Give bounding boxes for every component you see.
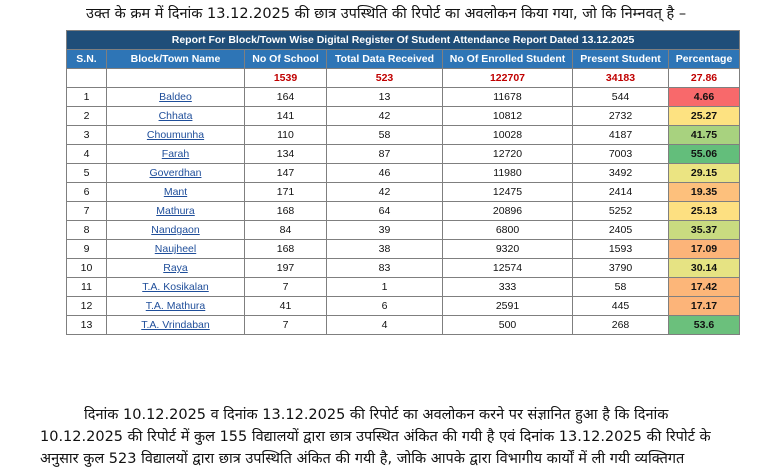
block-name-link[interactable]: Naujheel [154, 243, 197, 255]
total-present: 34183 [573, 69, 669, 88]
row-percentage: 19.35 [669, 183, 740, 202]
row-received: 64 [327, 202, 443, 221]
row-schools: 41 [245, 297, 327, 316]
block-name-link[interactable]: Baldeo [159, 91, 192, 103]
row-enrolled: 12574 [443, 259, 573, 278]
row-schools: 147 [245, 164, 327, 183]
block-name-cell [107, 126, 245, 145]
table-row [67, 240, 740, 259]
block-name-cell [107, 259, 245, 278]
row-sn: 13 [67, 316, 107, 335]
row-present: 1593 [573, 240, 669, 259]
header-enrolled-student: No Of Enrolled Student [443, 50, 573, 69]
row-percentage: 35.37 [669, 221, 740, 240]
row-present: 3790 [573, 259, 669, 278]
row-enrolled: 333 [443, 278, 573, 297]
row-received: 46 [327, 164, 443, 183]
row-enrolled: 2591 [443, 297, 573, 316]
total-name [107, 69, 245, 88]
row-schools: 171 [245, 183, 327, 202]
row-received: 4 [327, 316, 443, 335]
row-enrolled: 12720 [443, 145, 573, 164]
row-received: 6 [327, 297, 443, 316]
row-received: 1 [327, 278, 443, 297]
row-percentage: 4.66 [669, 88, 740, 107]
table-row [67, 107, 740, 126]
paragraph-line-3: अनुसार कुल 523 विद्यालयों द्वारा छात्र उपस्थिति अंकित की गयी है, जोकि आपके द्वारा विभागीय कार्यों में ली गयी व्यक्तिगत [40, 451, 685, 467]
row-received: 87 [327, 145, 443, 164]
row-sn: 8 [67, 221, 107, 240]
block-name-cell [107, 202, 245, 221]
table-title: Report For Block/Town Wise Digital Register Of Student Attendance Report Dated 13.12.2025 [67, 31, 740, 50]
block-name-link[interactable]: Farah [161, 148, 190, 160]
table-row [67, 297, 740, 316]
block-name-cell [107, 145, 245, 164]
row-sn: 3 [67, 126, 107, 145]
paragraph-line-2: 10.12.2025 की रिपोर्ट में कुल 155 विद्यालयों द्वारा छात्र उपस्थित अंकित की गयी है एवं दिनांक 13.12.2025 की रिपोर्ट के [40, 429, 711, 445]
table-row [67, 316, 740, 335]
row-sn: 6 [67, 183, 107, 202]
table-row [67, 88, 740, 107]
block-name-cell [107, 297, 245, 316]
intro-text: उक्त के क्रम में दिनांक 13.12.2025 की छात्र उपस्थिति की रिपोर्ट का अवलोकन किया गया, जो कि निम्नवत् है – [86, 6, 687, 22]
block-name-link[interactable]: Mant [163, 186, 188, 198]
row-sn: 2 [67, 107, 107, 126]
table-row [67, 164, 740, 183]
block-name-link[interactable]: Goverdhan [149, 167, 202, 179]
row-received: 13 [327, 88, 443, 107]
row-schools: 84 [245, 221, 327, 240]
table-row [67, 202, 740, 221]
row-present: 445 [573, 297, 669, 316]
block-name-link[interactable]: Mathura [156, 205, 195, 217]
row-present: 2405 [573, 221, 669, 240]
table-row [67, 126, 740, 145]
block-name-cell [107, 164, 245, 183]
row-enrolled: 10028 [443, 126, 573, 145]
block-name-link[interactable]: T.A. Kosikalan [142, 281, 209, 293]
row-enrolled: 500 [443, 316, 573, 335]
row-percentage: 17.17 [669, 297, 740, 316]
block-name-link[interactable]: Raya [163, 262, 188, 274]
row-present: 7003 [573, 145, 669, 164]
row-present: 58 [573, 278, 669, 297]
header-sn: S.N. [67, 50, 107, 69]
row-enrolled: 11980 [443, 164, 573, 183]
row-percentage: 53.6 [669, 316, 740, 335]
row-present: 2414 [573, 183, 669, 202]
row-percentage: 30.14 [669, 259, 740, 278]
table-row [67, 221, 740, 240]
totals-row [67, 69, 740, 88]
row-schools: 110 [245, 126, 327, 145]
block-name-link[interactable]: Nandgaon [151, 224, 200, 236]
table-row [67, 278, 740, 297]
header-present-student: Present Student [573, 50, 669, 69]
table-header-row [67, 50, 740, 69]
block-name-cell [107, 183, 245, 202]
row-schools: 197 [245, 259, 327, 278]
block-name-cell [107, 240, 245, 259]
row-percentage: 41.75 [669, 126, 740, 145]
row-schools: 164 [245, 88, 327, 107]
block-name-cell [107, 316, 245, 335]
row-sn: 4 [67, 145, 107, 164]
row-present: 5252 [573, 202, 669, 221]
row-schools: 168 [245, 202, 327, 221]
row-sn: 10 [67, 259, 107, 278]
header-no-of-school: No Of School [245, 50, 327, 69]
row-schools: 7 [245, 278, 327, 297]
row-sn: 9 [67, 240, 107, 259]
block-name-link[interactable]: Chhata [158, 110, 193, 122]
row-enrolled: 6800 [443, 221, 573, 240]
row-percentage: 25.13 [669, 202, 740, 221]
row-received: 42 [327, 107, 443, 126]
header-total-data-received: Total Data Received [327, 50, 443, 69]
row-received: 38 [327, 240, 443, 259]
total-percentage: 27.86 [669, 69, 740, 88]
row-enrolled: 9320 [443, 240, 573, 259]
row-enrolled: 11678 [443, 88, 573, 107]
row-sn: 7 [67, 202, 107, 221]
row-schools: 168 [245, 240, 327, 259]
row-present: 268 [573, 316, 669, 335]
table-row [67, 259, 740, 278]
row-received: 42 [327, 183, 443, 202]
row-sn: 5 [67, 164, 107, 183]
block-name-link[interactable]: T.A. Mathura [145, 300, 206, 312]
block-name-link[interactable]: Choumunha [146, 129, 205, 141]
table-row [67, 183, 740, 202]
row-percentage: 17.09 [669, 240, 740, 259]
attendance-report-table [66, 30, 740, 335]
row-present: 544 [573, 88, 669, 107]
row-percentage: 25.27 [669, 107, 740, 126]
paragraph-line-1: दिनांक 10.12.2025 व दिनांक 13.12.2025 की रिपोर्ट का अवलोकन करने पर संज्ञानित हुआ है कि दिनांक [84, 407, 669, 423]
header-percentage: Percentage [669, 50, 740, 69]
row-received: 39 [327, 221, 443, 240]
block-name-cell [107, 221, 245, 240]
row-percentage: 55.06 [669, 145, 740, 164]
row-percentage: 17.42 [669, 278, 740, 297]
total-enrolled: 122707 [443, 69, 573, 88]
row-percentage: 29.15 [669, 164, 740, 183]
block-name-cell [107, 107, 245, 126]
row-enrolled: 10812 [443, 107, 573, 126]
row-sn: 11 [67, 278, 107, 297]
table-row [67, 145, 740, 164]
summary-paragraph [40, 404, 765, 470]
row-schools: 134 [245, 145, 327, 164]
block-name-link[interactable]: T.A. Vrindaban [141, 319, 210, 331]
row-received: 83 [327, 259, 443, 278]
row-schools: 7 [245, 316, 327, 335]
row-enrolled: 20896 [443, 202, 573, 221]
row-present: 4187 [573, 126, 669, 145]
header-block-name: Block/Town Name [107, 50, 245, 69]
row-present: 2732 [573, 107, 669, 126]
row-sn: 1 [67, 88, 107, 107]
block-name-cell [107, 88, 245, 107]
row-sn: 12 [67, 297, 107, 316]
row-received: 58 [327, 126, 443, 145]
total-sn [67, 69, 107, 88]
row-present: 3492 [573, 164, 669, 183]
total-schools: 1539 [245, 69, 327, 88]
block-name-cell [107, 278, 245, 297]
row-schools: 141 [245, 107, 327, 126]
row-enrolled: 12475 [443, 183, 573, 202]
total-received: 523 [327, 69, 443, 88]
